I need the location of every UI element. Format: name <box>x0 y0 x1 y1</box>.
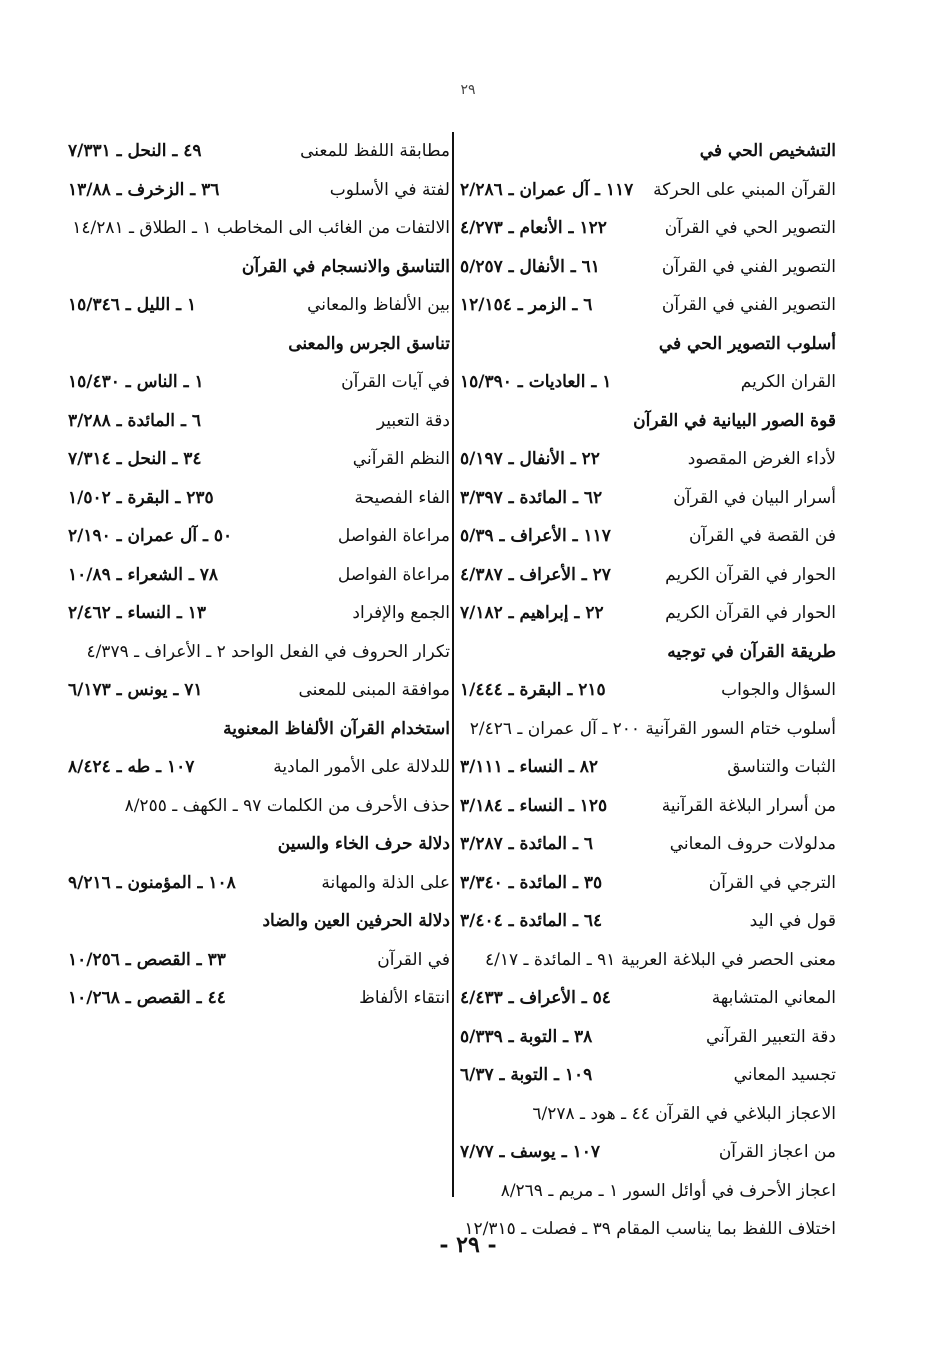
index-entry <box>64 479 454 518</box>
index-entry-topic: التصوير الفني في القرآن <box>661 295 836 316</box>
index-entry <box>64 979 454 1018</box>
index-entry <box>456 325 840 364</box>
index-entry <box>456 363 840 402</box>
index-entry-reference: ٣٣ ـ القصص ـ ١٠/٢٥٦ <box>68 949 226 970</box>
index-entry <box>64 633 454 672</box>
index-entry-topic: مطابقة اللفظ للمعنى <box>300 141 450 162</box>
index-entry-reference: ١ ـ الناس ـ ١٥/٤٣٠ <box>68 372 204 393</box>
index-entry-topic: التناسق والانسجام في القرآن <box>241 256 450 277</box>
index-entry <box>64 517 454 556</box>
index-entry <box>64 787 454 826</box>
index-entry-reference: ١ ـ العاديات ـ ١٥/٣٩٠ <box>460 372 612 393</box>
index-entry <box>456 633 840 672</box>
index-entry-topic: دلالة الحرفين العين والضاد <box>262 911 450 932</box>
index-entry-reference: ١٢٥ ـ النساء ـ ٣/١٨٤ <box>460 795 608 816</box>
index-entry-topic: موافقة المبنى للمعنى <box>298 680 450 701</box>
index-entry-text: اعجاز الأحرف في أوائل السور ١ ـ مريم ـ ٨/٢٦٩ <box>500 1180 836 1201</box>
index-entry-topic: الجمع والإفراد <box>352 603 450 624</box>
index-entry-text: معنى الحصر في البلاغة العربية ٩١ ـ المائدة ـ ٤/١٧ <box>484 949 836 970</box>
index-entry-reference: ٢٢ ـ الأنفال ـ ٥/١٩٧ <box>460 449 600 470</box>
index-entry <box>456 440 840 479</box>
index-entry-reference: ١٠٩ ـ التوبة ـ ٦/٣٧ <box>460 1065 593 1086</box>
index-entry <box>64 440 454 479</box>
index-entry <box>64 594 454 633</box>
index-entry-text: حذف الأحرف من الكلمات ٩٧ ـ الكهف ـ ٨/٢٥٥ <box>124 795 450 816</box>
index-entry-reference: ٢١٥ ـ البقرة ـ ١/٤٤٤ <box>460 680 606 701</box>
index-entry <box>456 902 840 941</box>
index-entry-reference: ٢٧ ـ الأعراف ـ ٤/٣٨٧ <box>460 564 611 585</box>
index-entry-topic: دلالة حرف الخاء والسين <box>277 834 450 855</box>
index-entry-topic: في القرآن <box>377 949 450 970</box>
index-entry-text: الاعجاز البلاغي في القرآن ٤٤ ـ هود ـ ٦/٢٧٨ <box>532 1103 836 1124</box>
index-entry <box>456 979 840 1018</box>
index-entry-topic: دقة التعبير <box>376 410 450 431</box>
index-entry-reference: ٢٣٥ ـ البقرة ـ ١/٥٠٢ <box>68 487 214 508</box>
index-entry-topic: التشخيص الحي في <box>699 141 836 162</box>
index-entry-reference: ٥٠ ـ آل عمران ـ ٢/١٩٠ <box>68 526 233 547</box>
index-entry <box>456 209 840 248</box>
index-entry-topic: مراعاة الفواصل <box>337 564 450 585</box>
index-entry-reference: ١٠٧ ـ طه ـ ٨/٤٢٤ <box>68 757 195 778</box>
index-entry-reference: ٣٤ ـ النحل ـ ٧/٣١٤ <box>68 449 202 470</box>
index-entry-reference: ٣٨ ـ التوبة ـ ٥/٣٣٩ <box>460 1026 593 1047</box>
index-entry-text: اختلاف اللفظ بما يناسب المقام ٣٩ ـ فصلت ـ ١٢/٣١٥ <box>464 1219 836 1240</box>
index-entry <box>456 171 840 210</box>
index-entry-topic: من أسرار البلاغة القرآنية <box>661 795 836 816</box>
index-entry-topic: دقة التعبير القرآني <box>706 1026 836 1047</box>
index-entry-topic: مدلولات حروف المعاني <box>669 834 836 855</box>
index-entry-topic: فن القصة في القرآن <box>688 526 836 547</box>
index-entry <box>456 286 840 325</box>
index-entry-topic: أسرار البيان في القرآن <box>673 487 836 508</box>
index-entry-topic: الحوار في القرآن الكريم <box>665 603 836 624</box>
index-entry <box>456 1095 840 1134</box>
index-entry <box>64 710 454 749</box>
index-entry-topic: استخدام القرآن الألفاظ المعنوية <box>223 718 450 739</box>
index-entry-topic: تناسق الجرس والمعنى <box>288 333 450 354</box>
index-entry <box>456 517 840 556</box>
index-entry-reference: ٢٢ ـ إبراهيم ـ ٧/١٨٢ <box>460 603 604 624</box>
index-entry <box>64 248 454 287</box>
index-entry-topic: القرآن المبني على الحركة <box>653 179 836 200</box>
index-column-right <box>456 132 840 1249</box>
index-entry <box>456 1133 840 1172</box>
index-entry-reference: ٣٥ ـ المائدة ـ ٣/٣٤٠ <box>460 872 603 893</box>
index-entry-topic: طريقة القرآن في توجيه <box>667 641 836 662</box>
index-entry-reference: ٨٢ ـ النساء ـ ٣/١١١ <box>460 757 599 778</box>
index-entry-reference: ١٣ ـ النساء ـ ٢/٤٦٢ <box>68 603 207 624</box>
index-entry-topic: مراعاة الفواصل <box>337 526 450 547</box>
index-entry-text: تكرار الحروف في الفعل الواحد ٢ ـ الأعراف ـ ٤/٣٧٩ <box>86 641 450 662</box>
index-entry <box>456 710 840 749</box>
index-entry <box>64 286 454 325</box>
index-entry <box>456 748 840 787</box>
index-entry <box>64 209 454 248</box>
index-entry-reference: ٦ ـ الزمر ـ ١٢/١٥٤ <box>460 295 593 316</box>
index-entry-topic: تجسيد المعاني <box>733 1065 836 1086</box>
index-entry <box>456 132 840 171</box>
index-entry <box>456 1018 840 1057</box>
index-entry <box>64 748 454 787</box>
index-entry-topic: بين الألفاظ والمعاني <box>307 295 450 316</box>
index-entry-reference: ٤٤ ـ القصص ـ ١٠/٢٦٨ <box>68 988 226 1009</box>
index-entry-topic: في آيات القرآن <box>341 372 450 393</box>
index-entry-topic: الفاء الفصيحة <box>354 487 450 508</box>
index-entry <box>456 864 840 903</box>
index-entry-topic: المعاني المتشابهة <box>711 988 836 1009</box>
index-entry <box>456 671 840 710</box>
index-entry <box>64 825 454 864</box>
index-entry-reference: ٥٤ ـ الأعراف ـ ٤/٤٣٣ <box>460 988 611 1009</box>
index-entry-topic: القران الكريم <box>740 372 836 393</box>
index-entry-topic: انتقاء الألفاظ <box>359 988 450 1009</box>
index-entry-reference: ٦٤ ـ المائدة ـ ٣/٤٠٤ <box>460 911 603 932</box>
index-entry <box>456 594 840 633</box>
index-entry-topic: قوة الصور البيانية في القرآن <box>633 410 836 431</box>
page-number: - ٢٩ - <box>439 1232 497 1258</box>
index-entry-reference: ١١٧ ـ آل عمران ـ ٢/٢٨٦ <box>460 179 634 200</box>
index-entry <box>456 1056 840 1095</box>
index-entry <box>64 132 454 171</box>
index-entry <box>456 402 840 441</box>
index-entry-topic: النظم القرآني <box>352 449 450 470</box>
index-entry <box>64 902 454 941</box>
index-entry-topic: لأداء الغرض المقصود <box>687 449 836 470</box>
index-entry-topic: السؤال والجواب <box>721 680 836 701</box>
index-entry <box>456 787 840 826</box>
index-entry-topic: للدلالة على الأمور المادية <box>273 757 450 778</box>
index-entry <box>64 864 454 903</box>
index-entry-reference: ١٠٨ ـ المؤمنون ـ ٩/٢١٦ <box>68 872 236 893</box>
top-page-number: ٢٩ <box>460 82 476 98</box>
index-entry-topic: قول في اليد <box>749 911 836 932</box>
index-entry-reference: ٦١ ـ الأنفال ـ ٥/٢٥٧ <box>460 256 600 277</box>
index-entry <box>456 479 840 518</box>
index-entry <box>456 825 840 864</box>
index-entry-topic: الترجي في القرآن <box>708 872 836 893</box>
index-entry-topic: على الذلة والمهانة <box>321 872 450 893</box>
index-entry-reference: ٤٩ ـ النحل ـ ٧/٣٣١ <box>68 141 202 162</box>
index-entry-text: أسلوب ختام السور القرآنية ٢٠٠ ـ آل عمران ـ ٢/٤٢٦ <box>469 718 836 739</box>
index-entry <box>64 671 454 710</box>
index-entry <box>64 363 454 402</box>
index-entry <box>64 171 454 210</box>
index-entry-topic: التصوير الفني في القرآن <box>661 256 836 277</box>
index-entry-reference: ٦ ـ المائدة ـ ٣/٢٨٨ <box>68 410 201 431</box>
index-entry <box>456 941 840 980</box>
index-entry-reference: ١٢٢ ـ الأنعام ـ ٤/٢٧٣ <box>460 218 607 239</box>
index-entry-reference: ١١٧ ـ الأعراف ـ ٥/٣٩ <box>460 526 611 547</box>
index-entry-text: الالتفات من الغائب الى المخاطب ١ ـ الطلاق ـ ١٤/٢٨١ <box>72 218 450 239</box>
index-entry-topic: لفتة في الأسلوب <box>329 179 450 200</box>
index-entry-topic: التصوير الحي في القرآن <box>664 218 836 239</box>
index-entry <box>64 941 454 980</box>
index-entry <box>456 556 840 595</box>
index-entry-reference: ١٠٧ ـ يوسف ـ ٧/٧٧ <box>460 1142 601 1163</box>
index-entry-reference: ٧١ ـ يونس ـ ٦/١٧٣ <box>68 680 203 701</box>
index-entry-reference: ١ ـ الليل ـ ١٥/٣٤٦ <box>68 295 197 316</box>
index-entry-reference: ٧٨ ـ الشعراء ـ ١٠/٨٩ <box>68 564 219 585</box>
index-entry <box>456 248 840 287</box>
index-entry-topic: الثبات والتناسق <box>727 757 836 778</box>
index-column-left <box>64 132 454 1018</box>
index-entry-topic: أسلوب التصوير الحي في <box>658 333 836 354</box>
index-entry <box>64 325 454 364</box>
index-entry-reference: ٦٢ ـ المائدة ـ ٣/٣٩٧ <box>460 487 603 508</box>
index-entry-reference: ٦ ـ المائدة ـ ٣/٢٨٧ <box>460 834 593 855</box>
index-entry-topic: الحوار في القرآن الكريم <box>665 564 836 585</box>
index-entry <box>64 556 454 595</box>
index-entry-reference: ٣٦ ـ الزخرف ـ ١٣/٨٨ <box>68 179 220 200</box>
index-entry-topic: من اعجاز القرآن <box>718 1142 836 1163</box>
index-entry <box>456 1172 840 1211</box>
index-entry <box>64 402 454 441</box>
